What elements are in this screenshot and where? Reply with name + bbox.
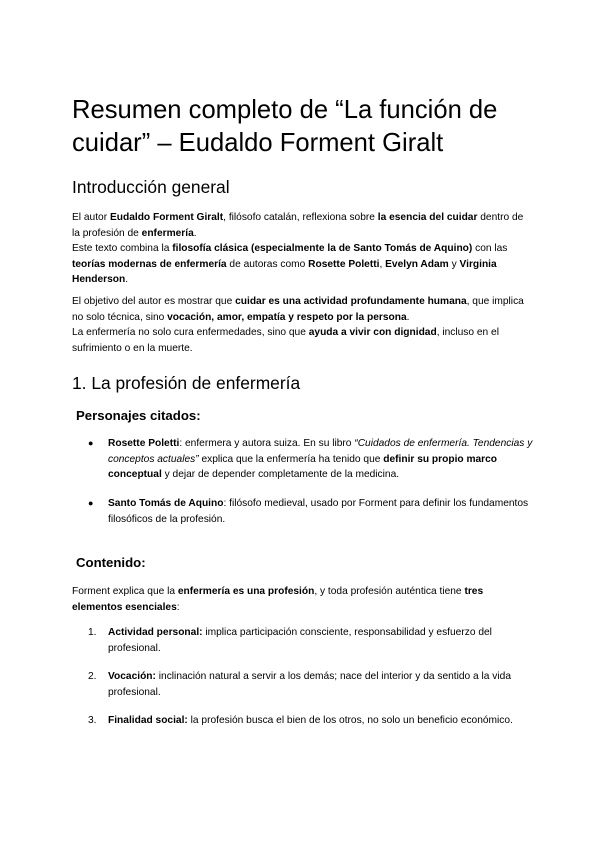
intro-heading: Introducción general <box>72 177 230 197</box>
document-title: Resumen completo de “La función de cuidar” – Eudaldo Forment Giralt <box>72 96 498 157</box>
bullet-marker: ● <box>88 438 94 448</box>
numbered-marker: 3. <box>88 715 97 726</box>
bullet-marker: ● <box>88 498 94 508</box>
numbered-item-vocacion: Vocación: inclinación natural a servir a los demás; nace del interior y da sentido a la vida profesional. <box>108 671 511 698</box>
bullet-item-poletti: Rosette Poletti: enfermera y autora suiza. En su libro “Cuidados de enfermería. Tendencias y conceptos actuales” explica que la enfermería ha tenido que definir su propio marco conceptual y dejar de depender completamente de la medicina. <box>108 438 533 481</box>
numbered-marker: 2. <box>88 671 97 682</box>
numbered-item-actividad: Actividad personal: implica participación consciente, responsabilidad y esfuerzo del profesional. <box>108 627 492 654</box>
bullet-item-aquino: Santo Tomás de Aquino: filósofo medieval, usado por Forment para definir los fundamentos filosóficos de la profesión. <box>108 498 529 525</box>
intro-paragraph-1: El autor Eudaldo Forment Giralt, filósofo catalán, reflexiona sobre la esencia del cuidar dentro de la profesión de enfermería. Este texto combina la filosofía clásica (especialmente la de Santo Tomás de Aquino) con las teorías modernas de enfermería de autoras como Rosette Poletti, Evelyn Adam y Virginia Henderson. <box>72 212 524 286</box>
content-paragraph: Forment explica que la enfermería es una profesión, y toda profesión auténtica tiene tres elementos esenciales: <box>72 586 484 613</box>
numbered-marker: 1. <box>88 627 97 638</box>
content-heading: Contenido: <box>76 555 146 570</box>
intro-paragraph-2: El objetivo del autor es mostrar que cuidar es una actividad profundamente humana, que implica no solo técnica, sino vocación, amor, empatía y respeto por la persona. La enfermería no solo cura enfermedades, sino que ayuda a vivir con dignidad, incluso en el sufrimiento o en la muerte. <box>72 296 524 354</box>
section-1-heading: 1. La profesión de enfermería <box>72 373 301 393</box>
numbered-item-finalidad: Finalidad social: la profesión busca el bien de los otros, no solo un beneficio económico. <box>108 715 513 726</box>
characters-heading: Personajes citados: <box>76 408 201 423</box>
